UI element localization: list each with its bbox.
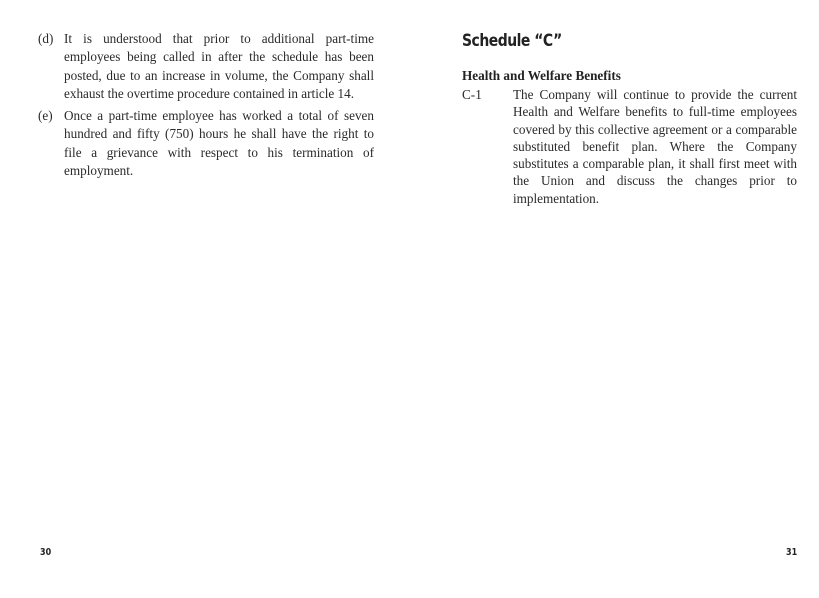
clause-c-1 xyxy=(462,86,797,207)
clause-text: The Company will continue to provide the current Health and Welfare benefits to full-time employees covered by this collective agreement or a comparable substituted benefit plan. Where the Company substitutes a comparable plan, it shall first meet with the Union and discuss the changes prior to implementation. xyxy=(513,87,797,206)
item-text: Once a part-time employee has worked a total of seven hundred and fifty (750) hours he shall have the right to file a grievance with respect to his termination of employment. xyxy=(64,108,374,178)
list-item-e xyxy=(38,107,374,180)
item-text: It is understood that prior to additional part-time employees being called in after the schedule has been posted, due to an increase in volume, the Company shall exhaust the overtime procedure contained in article 14. xyxy=(64,31,374,101)
right-page xyxy=(410,0,819,598)
item-marker: (d) xyxy=(38,31,54,46)
schedule-title: Schedule “C” xyxy=(462,31,562,51)
item-marker: (e) xyxy=(38,108,53,123)
page-number-right: 31 xyxy=(786,547,798,558)
clause-marker: C-1 xyxy=(462,87,482,102)
list-item-d xyxy=(38,30,374,103)
section-heading: Health and Welfare Benefits xyxy=(462,68,621,83)
page-number-left: 30 xyxy=(40,547,52,558)
